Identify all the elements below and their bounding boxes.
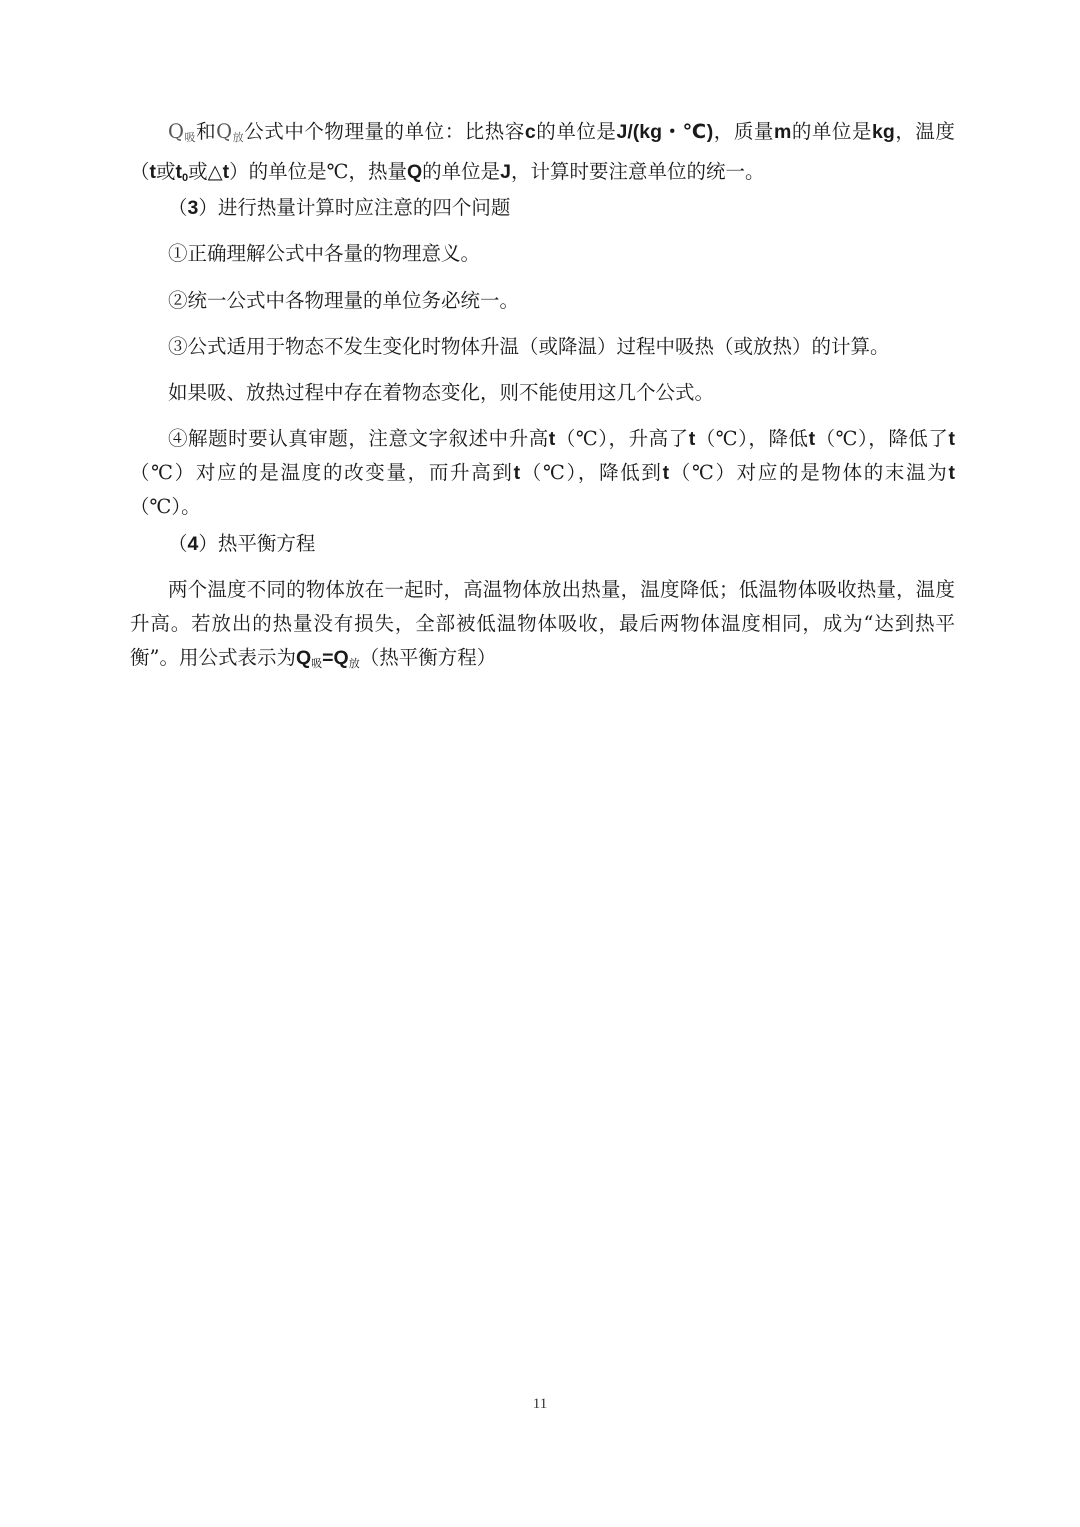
units-paragraph: [130, 115, 955, 195]
symbol-t0-letter: t: [175, 161, 183, 183]
subscript-release: 放: [348, 657, 360, 670]
item-4: [130, 422, 955, 524]
q-letter: Q: [216, 120, 233, 143]
units-text: 或: [156, 160, 176, 183]
unit-J: J: [500, 161, 512, 183]
symbol-t: t: [513, 462, 521, 484]
symbol-t: t: [948, 428, 955, 450]
section-heading-4: （4）热平衡方程: [168, 532, 316, 555]
symbol-Q: Q: [406, 161, 423, 183]
symbol-t: t: [808, 428, 816, 450]
units-text: ，计算时要注意单位的统一。: [511, 160, 765, 183]
balance-block: [130, 573, 955, 681]
item-2: ②统一公式中各物理量的单位务必统一。: [168, 289, 520, 312]
symbol-t0: [176, 161, 189, 183]
symbol-t: t: [948, 462, 955, 484]
symbol-m: m: [773, 121, 792, 143]
section-heading-3: （3）进行热量计算时应注意的四个问题: [168, 196, 511, 219]
item-4-text: （℃）。: [130, 495, 201, 518]
symbol-t: t: [662, 462, 670, 484]
symbol-t0-subscript: 0: [182, 172, 189, 184]
units-text: ，温度（: [130, 120, 955, 183]
item-2-block: [130, 284, 955, 318]
item-4-text: （℃）对应的是温度的改变量，而升高到: [130, 461, 514, 484]
heading-3-block: [130, 191, 955, 225]
balance-text: 两个温度不同的物体放在一起时，高温物体放出热量，温度降低；低温物体吸收热量，温度升高。若放出的热量没有损失，全部被低温物体吸收，最后两物体温度相同，成为“达到热平衡”。用公式表示为: [130, 578, 955, 669]
q-release-symbol: [216, 120, 244, 143]
heading-number: 4: [187, 533, 199, 555]
item-3-note: 如果吸、放热过程中存在着物态变化，则不能使用这几个公式。: [168, 381, 715, 404]
q-absorb-symbol: [168, 120, 196, 143]
units-text: 或△: [188, 160, 223, 183]
item-4-text: （℃）对应的是物体的末温为: [669, 461, 949, 484]
symbol-c: c: [524, 121, 536, 143]
and-text: 和: [196, 120, 217, 143]
page-number: 11: [532, 1396, 548, 1412]
item-3-block: [130, 330, 955, 364]
units-text: ，质量: [713, 120, 774, 143]
subscript-absorb: 吸: [311, 657, 323, 670]
item-4-text: （℃），升高了: [555, 427, 689, 450]
units-text: 的单位是: [791, 120, 873, 143]
item-4-text: （℃），降低了: [815, 427, 949, 450]
item-1-block: [130, 237, 955, 271]
units-text: 公式中个物理量的单位：比热容: [244, 120, 525, 143]
item-4-text: （℃），降低: [695, 427, 809, 450]
subscript-absorb: 吸: [184, 131, 197, 144]
symbol-Q: Q: [295, 647, 312, 669]
item-3: ③公式适用于物态不发生变化时物体升温（或降温）过程中吸热（或放热）的计算。: [168, 335, 890, 358]
heading-number: 3: [187, 197, 199, 219]
heading-4-block: [130, 527, 955, 561]
symbol-t: t: [149, 161, 157, 183]
symbol-delta-t: t: [222, 161, 230, 183]
specific-heat-unit: J/(kg・℃): [616, 121, 714, 143]
symbol-t: t: [548, 428, 556, 450]
units-text: 的单位是: [422, 160, 501, 183]
q-letter: Q: [168, 120, 184, 143]
item-1: ①正确理解公式中各量的物理意义。: [168, 242, 481, 265]
balance-tail: （热平衡方程）: [359, 646, 497, 669]
subscript-release: 放: [232, 131, 245, 144]
item-4-text: （℃），降低到: [520, 461, 663, 484]
item-4-block: [130, 422, 955, 524]
item-3-note-block: [130, 376, 955, 410]
equals-Q: =Q: [322, 647, 349, 669]
units-text: 的单位是: [535, 120, 617, 143]
symbol-t: t: [688, 428, 696, 450]
heading-title: 进行热量计算时应注意的四个问题: [217, 196, 511, 219]
heat-balance-paragraph: [130, 573, 955, 681]
item-4-text: ④解题时要认真审题，注意文字叙述中升高: [168, 427, 549, 450]
units-paragraph-block: [130, 115, 955, 195]
unit-kg: kg: [872, 121, 895, 143]
units-text: ）的单位是℃，热量: [229, 160, 407, 183]
heading-title: 热平衡方程: [217, 532, 316, 555]
